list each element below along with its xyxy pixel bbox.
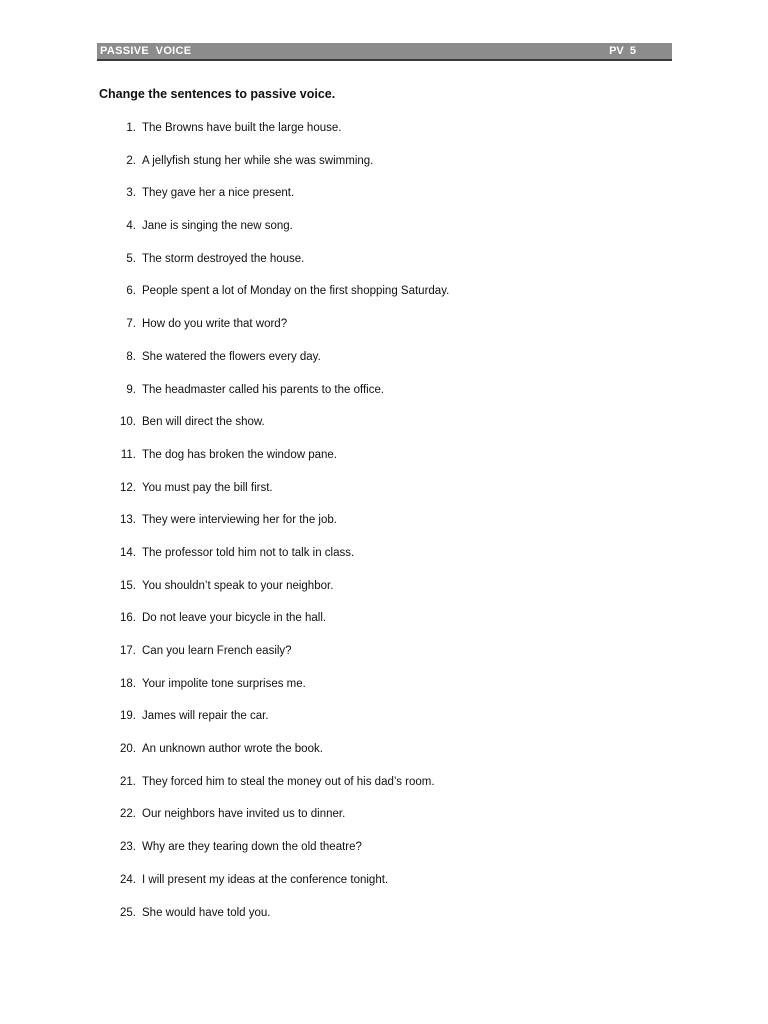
exercise-number: 15. — [120, 579, 136, 592]
exercise-number: 18. — [120, 677, 136, 690]
exercise-sentence: An unknown author wrote the book. — [142, 743, 323, 756]
exercise-number: 7. — [126, 318, 136, 331]
exercise-sentence: James will repair the car. — [142, 710, 269, 723]
exercise-sentence: They forced him to steal the money out of his dad’s room. — [142, 775, 435, 788]
exercise-number: 2. — [126, 154, 136, 167]
exercise-number: 16. — [120, 612, 136, 625]
exercise-sentence: Why are they tearing down the old theatre? — [142, 841, 362, 854]
exercise-item — [0, 872, 768, 905]
exercise-number: 6. — [126, 285, 136, 298]
exercise-sentence: The headmaster called his parents to the office. — [142, 383, 385, 396]
exercise-number: 11. — [120, 448, 136, 461]
exercise-number: 23. — [120, 841, 136, 854]
exercise-item — [0, 251, 768, 284]
exercise-sentence: How do you write that word? — [142, 318, 288, 331]
exercise-item — [0, 839, 768, 872]
exercise-sentence: The storm destroyed the house. — [142, 252, 305, 265]
exercise-number: 24. — [120, 873, 136, 886]
exercise-item — [0, 676, 768, 709]
exercise-sentence: The dog has broken the window pane. — [142, 448, 337, 461]
exercise-list — [0, 120, 768, 937]
exercise-sentence: They gave her a nice present. — [142, 187, 295, 200]
exercise-number: 3. — [126, 187, 136, 200]
exercise-sentence: She would have told you. — [142, 906, 271, 919]
exercise-sentence: Do not leave your bicycle in the hall. — [142, 612, 327, 625]
exercise-sentence: A jellyfish stung her while she was swimming. — [142, 154, 374, 167]
exercise-sentence: I will present my ideas at the conference tonight. — [142, 873, 389, 886]
worksheet-code: PV 5 — [609, 45, 636, 57]
exercise-item — [0, 153, 768, 186]
exercise-item — [0, 905, 768, 938]
exercise-item — [0, 545, 768, 578]
exercise-item — [0, 774, 768, 807]
worksheet-title: PASSIVE VOICE — [100, 45, 192, 57]
exercise-sentence: The professor told him not to talk in class. — [142, 546, 355, 559]
exercise-number: 19. — [120, 710, 136, 723]
exercise-item — [0, 447, 768, 480]
exercise-number: 8. — [126, 350, 136, 363]
exercise-number: 20. — [120, 743, 136, 756]
exercise-number: 21. — [120, 775, 136, 788]
instructions-heading: Change the sentences to passive voice. — [99, 87, 336, 101]
exercise-sentence: Can you learn French easily? — [142, 645, 292, 657]
exercise-number: 12. — [120, 481, 136, 494]
exercise-sentence: You shouldn’t speak to your neighbor. — [142, 579, 334, 592]
exercise-sentence: Ben will direct the show. — [142, 416, 265, 429]
exercise-item — [0, 512, 768, 545]
exercise-item — [0, 218, 768, 251]
exercise-number: 13. — [120, 514, 136, 527]
exercise-sentence: The Browns have built the large house. — [142, 122, 342, 134]
exercise-sentence: She watered the flowers every day. — [142, 350, 321, 363]
exercise-sentence: Our neighbors have invited us to dinner. — [142, 808, 346, 821]
exercise-item — [0, 316, 768, 349]
exercise-item — [0, 382, 768, 415]
exercise-number: 1. — [126, 122, 136, 134]
exercise-item — [0, 480, 768, 513]
exercise-number: 9. — [126, 383, 136, 396]
exercise-item — [0, 349, 768, 382]
exercise-sentence: You must pay the bill first. — [142, 481, 273, 494]
exercise-sentence: They were interviewing her for the job. — [142, 514, 337, 527]
exercise-sentence: People spent a lot of Monday on the first shopping Saturday. — [142, 285, 450, 298]
exercise-sentence: Jane is singing the new song. — [142, 220, 293, 233]
exercise-number: 22. — [120, 808, 136, 821]
exercise-item — [0, 414, 768, 447]
exercise-number: 25. — [120, 906, 136, 919]
exercise-number: 5. — [126, 252, 136, 265]
exercise-number: 10. — [120, 416, 136, 429]
exercise-item — [0, 610, 768, 643]
exercise-number: 4. — [126, 220, 136, 233]
exercise-item — [0, 120, 768, 153]
exercise-item — [0, 806, 768, 839]
exercise-item — [0, 185, 768, 218]
exercise-number: 17. — [120, 645, 136, 657]
exercise-item — [0, 643, 768, 676]
exercise-item — [0, 741, 768, 774]
exercise-number: 14. — [120, 546, 136, 559]
exercise-item — [0, 578, 768, 611]
worksheet-header-bar — [97, 43, 672, 61]
exercise-item — [0, 283, 768, 316]
exercise-sentence: Your impolite tone surprises me. — [142, 677, 306, 690]
exercise-item — [0, 708, 768, 741]
